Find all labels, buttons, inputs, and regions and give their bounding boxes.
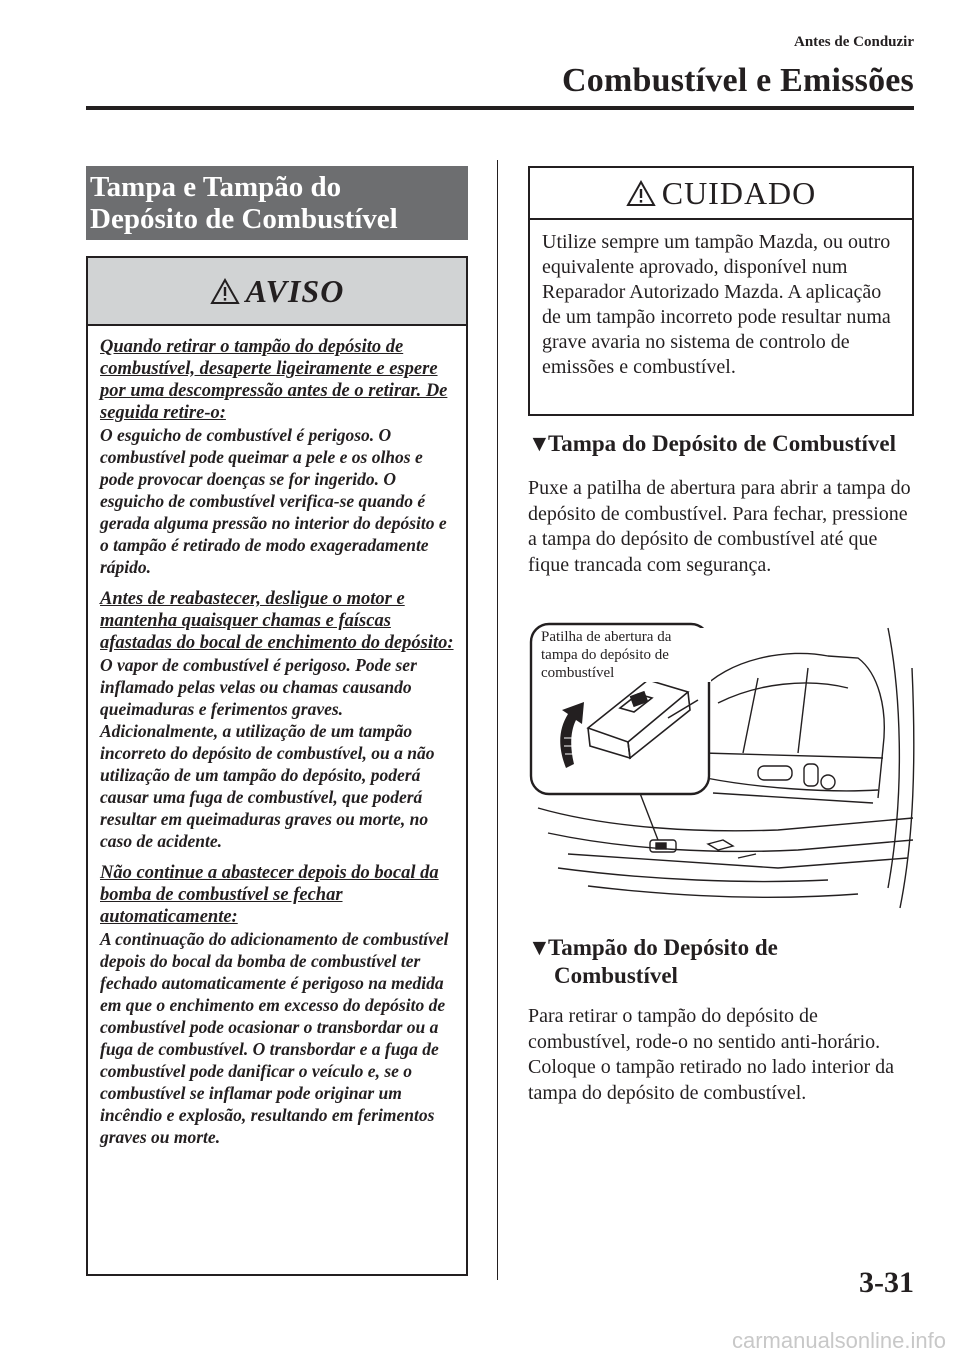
figure-callout-label: Patilha de abertura da tampa do depósito de combustível bbox=[541, 628, 711, 682]
warning-2-heading: Antes de reabastecer, desligue o motor e mantenha quaisquer chamas e faíscas afastadas do bocal de enchimento do depósito: bbox=[100, 589, 454, 653]
column-divider bbox=[497, 160, 498, 1280]
fuel-lid-instructions: Puxe a patilha de abertura para abrir a tampa do depósito de combustível. Para fechar, pressione a tampa do depósito de combustível até que fique trancada com segurança. bbox=[528, 477, 911, 576]
warning-3-text: A continuação do adicionamento de combustível depois do bocal da bomba de combustível ter fechado automaticamente é perigoso na medida em que o enchimento em excesso do depósito de combustível pode ocasionar o transbordar ou a fuga de combustível. O transbordar e a fuga de combustível pode danificar o veículo e, se o combustível se inflamar pode originar um incêndio e explosão, resultando em ferimentos graves ou morte. bbox=[100, 929, 449, 1147]
aviso-body bbox=[88, 326, 466, 1148]
aviso-header bbox=[88, 258, 466, 326]
section-banner-line2: Depósito de Combustível bbox=[90, 203, 398, 235]
page-title: Combustível e Emissões bbox=[562, 62, 914, 99]
triangle-bullet-icon: ▼ bbox=[528, 935, 551, 960]
subsection-heading-fuel-cap-line2: Combustível bbox=[554, 963, 678, 988]
aviso-box bbox=[86, 256, 468, 1276]
warning-2-text: O vapor de combustível é perigoso. Pode ser inflamado pelas velas ou chamas causando queimaduras e ferimentos graves. Adicionalmente, a utilização de um tampão incorreto do depósito de combustível, ou a não utilização de um tampão do depósito, poderá causar uma fuga de combustível, que poderá resultar em queimaduras graves ou morte, no caso de acidente. bbox=[100, 655, 435, 851]
header-rule bbox=[86, 106, 914, 110]
fuel-cap-instructions: Para retirar o tampão do depósito de combustível, rode-o no sentido anti-horário. Coloque o tampão retirado no lado interior da tampa do depósito de combustível. bbox=[528, 1005, 895, 1104]
subsection-heading-fuel-lid bbox=[528, 430, 896, 458]
cuidado-text: Utilize sempre um tampão Mazda, ou outro equivalente aprovado, disponível num Reparador Autorizado Mazda. A aplicação de um tampão incorreto pode resultar numa grave avaria no sistema de controlo de emissões e combustível. bbox=[542, 231, 891, 378]
page-number: 3-31 bbox=[859, 1266, 914, 1299]
caution-triangle-icon bbox=[626, 180, 656, 207]
triangle-bullet-icon: ▼ bbox=[528, 431, 551, 456]
subsection-heading-fuel-cap-line1: Tampão do Depósito de bbox=[548, 935, 778, 960]
section-banner-line1: Tampa e Tampão do bbox=[90, 171, 342, 203]
cuidado-label: CUIDADO bbox=[661, 174, 817, 211]
fuel-lid-release-illustration bbox=[528, 618, 918, 910]
subsection-heading-fuel-cap bbox=[528, 934, 778, 990]
chapter-label: Antes de Conduzir bbox=[793, 34, 914, 50]
warning-1-text: O esguicho de combustível é perigoso. O combustível pode queimar a pele e os olhos e pode provocar doenças se for ingerido. O esguicho de combustível verifica-se quando é gerada alguma pressão no interior do depósito e o tampão é retirado de modo exageradamente rápido. bbox=[100, 425, 447, 577]
cuidado-header bbox=[530, 168, 912, 220]
warning-3-heading: Não continue a abastecer depois do bocal da bomba de combustível se fechar automaticamente: bbox=[100, 863, 439, 927]
cuidado-box bbox=[528, 166, 914, 416]
watermark: carmanualsonline.info bbox=[731, 1328, 946, 1353]
subsection-heading-fuel-lid-text: Tampa do Depósito de Combustível bbox=[548, 431, 897, 456]
warning-triangle-icon bbox=[210, 278, 240, 305]
aviso-label: AVISO bbox=[245, 272, 345, 309]
section-banner bbox=[86, 166, 468, 240]
warning-1-heading: Quando retirar o tampão do depósito de combustível, desaperte ligeiramente e espere por uma descompressão antes de o retirar. De seguida retire-o: bbox=[100, 337, 448, 423]
